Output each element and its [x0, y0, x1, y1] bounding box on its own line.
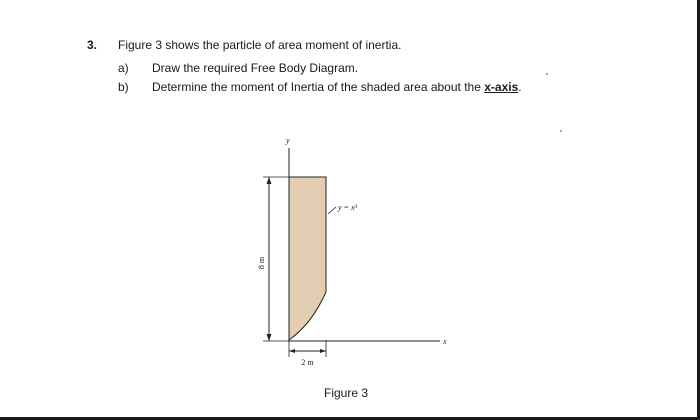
- part-a-text: Draw the required Free Body Diagram.: [152, 61, 359, 75]
- part-b-axis-term: x-axis: [484, 80, 519, 94]
- height-dim-arrow-bottom: [267, 334, 272, 341]
- width-dimension-label: 2 m: [301, 358, 314, 367]
- question-prompt: Figure 3 shows the particle of area moment of inertia.: [118, 38, 402, 52]
- height-dimension-label: 8 m: [257, 256, 266, 270]
- figure-caption: Figure 3: [324, 386, 369, 400]
- curve-leader-line: [328, 207, 336, 214]
- shaded-area: [289, 177, 326, 340]
- curve-equation-label: y = x³: [338, 203, 357, 212]
- x-axis-label: x: [443, 337, 447, 346]
- question-number: 3.: [87, 38, 98, 52]
- y-axis-label: y: [286, 136, 290, 145]
- width-dim-arrow-left: [289, 349, 295, 353]
- part-b-letter: b): [118, 80, 129, 94]
- part-a-letter: a): [118, 61, 129, 75]
- width-dim-arrow-right: [320, 349, 326, 353]
- height-dim-arrow-top: [267, 177, 272, 184]
- part-b-text: Determine the moment of Inertia of the shaded area about the: [152, 80, 481, 94]
- part-b-period: .: [518, 80, 522, 94]
